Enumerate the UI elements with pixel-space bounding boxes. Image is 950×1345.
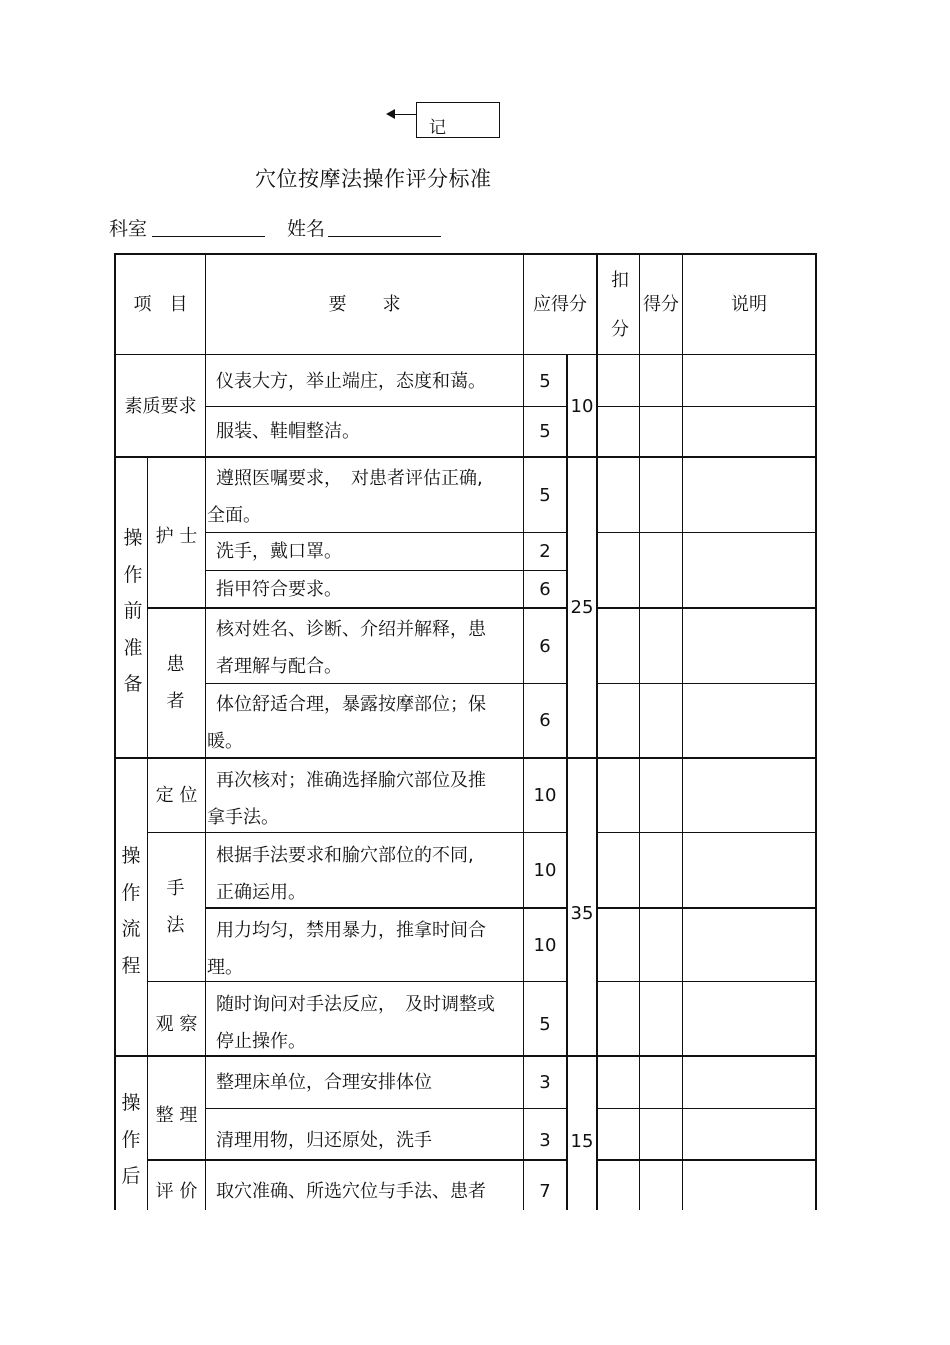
hline-r9b — [597, 907, 816, 909]
section-label-text: 操作前准备 — [123, 527, 143, 695]
req-text-2line — [216, 835, 523, 907]
req-line2: 者理解与配合。 — [216, 656, 342, 677]
score-value: 6 — [539, 710, 551, 731]
req-line1: 根据手法要求和腧穴部位的不同, — [216, 845, 474, 866]
group-technique-label — [148, 833, 205, 981]
req-line2: 拿手法。 — [207, 807, 279, 828]
hline-r6b — [597, 683, 816, 684]
req-text: 服装、鞋帽整洁。 — [216, 421, 360, 442]
group-patient-label — [148, 609, 205, 757]
name-field-line[interactable] — [328, 236, 441, 237]
header-max-score: 应得分 — [533, 294, 587, 315]
hline-r12b — [597, 1108, 816, 1109]
req-line1: 用力均匀，禁用暴力，推拿时间合 — [216, 920, 486, 941]
req-line1: 随时询问对手法反应， 及时调整或 — [216, 994, 495, 1015]
req-line2: 暖。 — [207, 731, 243, 752]
group-label-text: 手法 — [166, 878, 185, 936]
req-text: 仪表大方，举止端庄，态度和蔼。 — [216, 370, 486, 392]
hline-r8b — [597, 832, 816, 833]
header-score: 得分 — [643, 294, 679, 315]
vline-deduct-start — [596, 253, 598, 1210]
table-border-right — [815, 253, 817, 1210]
left-arrow-icon — [386, 109, 395, 119]
score-value: 5 — [539, 421, 551, 442]
req-text-2line — [207, 684, 523, 757]
section-prep-label — [118, 520, 148, 703]
req-line2: 理。 — [207, 957, 243, 978]
req-text: 清理用物，归还原处，洗手 — [216, 1129, 432, 1151]
vline-note-start — [682, 253, 683, 1210]
req-line1: 再次核对；准确选择腧穴部位及推 — [216, 770, 486, 791]
req-line2: 全面。 — [207, 505, 261, 526]
req-text: 洗手，戴口罩。 — [216, 541, 342, 562]
score-value: 10 — [533, 785, 557, 806]
hline-header-bottom — [114, 354, 817, 355]
score-value: 3 — [539, 1129, 551, 1151]
header-item: 项 目 — [133, 294, 188, 315]
req-text-2line — [207, 910, 523, 981]
req-line2: 正确运用。 — [216, 882, 306, 903]
section-total: 10 — [570, 395, 594, 417]
section-total: 25 — [570, 597, 594, 618]
dept-label: 科室 — [109, 218, 148, 240]
section-label-text: 操作后 — [121, 1092, 141, 1187]
score-value: 3 — [539, 1072, 551, 1093]
req-text: 取穴准确、所选穴位与手法、患者 — [216, 1181, 486, 1202]
req-line1: 核对姓名、诊断、介绍并解释，患 — [216, 619, 486, 640]
section-after-label — [116, 1085, 146, 1195]
memo-box — [416, 102, 500, 138]
hline-r10b — [597, 981, 816, 982]
vline-score2-start — [639, 253, 640, 1210]
score-value: 10 — [533, 934, 557, 956]
hline-r3b — [597, 532, 816, 533]
group-tidy-label: 整 理 — [155, 1105, 198, 1126]
hline-r13b — [597, 1159, 816, 1161]
group-nurse-label: 护 士 — [155, 526, 198, 547]
req-line1: 遵照医嘱要求， 对患者评估正确, — [216, 468, 483, 489]
hline-r5b — [597, 607, 816, 609]
header-note: 说明 — [731, 294, 767, 315]
header-deduct: 扣分 — [611, 269, 629, 340]
name-label: 姓名 — [287, 218, 326, 240]
score-value: 7 — [539, 1181, 551, 1202]
score-value: 6 — [539, 578, 551, 600]
memo-text: 记 — [429, 118, 446, 138]
score-value: 2 — [539, 541, 551, 562]
section-total: 35 — [570, 902, 594, 924]
group-position-label: 定 位 — [155, 785, 198, 806]
req-line2: 停止操作。 — [216, 1031, 306, 1052]
section-quality-label: 素质要求 — [124, 395, 197, 417]
score-value: 5 — [539, 370, 551, 392]
page-title: 穴位按摩法操作评分标准 — [255, 167, 492, 191]
score-value: 10 — [533, 859, 557, 881]
hline-r1b — [597, 406, 816, 407]
group-label-text: 患者 — [166, 654, 185, 712]
section-total: 15 — [570, 1130, 594, 1152]
header-requirement: 要 求 — [328, 294, 401, 315]
req-text-2line — [207, 458, 523, 532]
score-value: 6 — [539, 635, 551, 657]
score-value: 5 — [539, 484, 551, 506]
req-line1: 体位舒适合理，暴露按摩部位；保 — [216, 694, 486, 715]
req-text: 整理床单位，合理安排体位 — [216, 1072, 432, 1093]
group-observe-label: 观 察 — [155, 1014, 198, 1035]
req-text-2line — [216, 984, 523, 1055]
score-value: 5 — [539, 1014, 551, 1035]
group-evaluate-label: 评 价 — [155, 1181, 198, 1202]
arrow-line — [392, 114, 416, 115]
section-flow-label — [116, 838, 146, 984]
req-text-2line — [207, 760, 523, 832]
section-label-text: 操作流程 — [121, 845, 141, 977]
req-text-2line — [216, 609, 523, 683]
req-text: 指甲符合要求。 — [216, 578, 342, 600]
dept-field-line[interactable] — [152, 236, 265, 237]
